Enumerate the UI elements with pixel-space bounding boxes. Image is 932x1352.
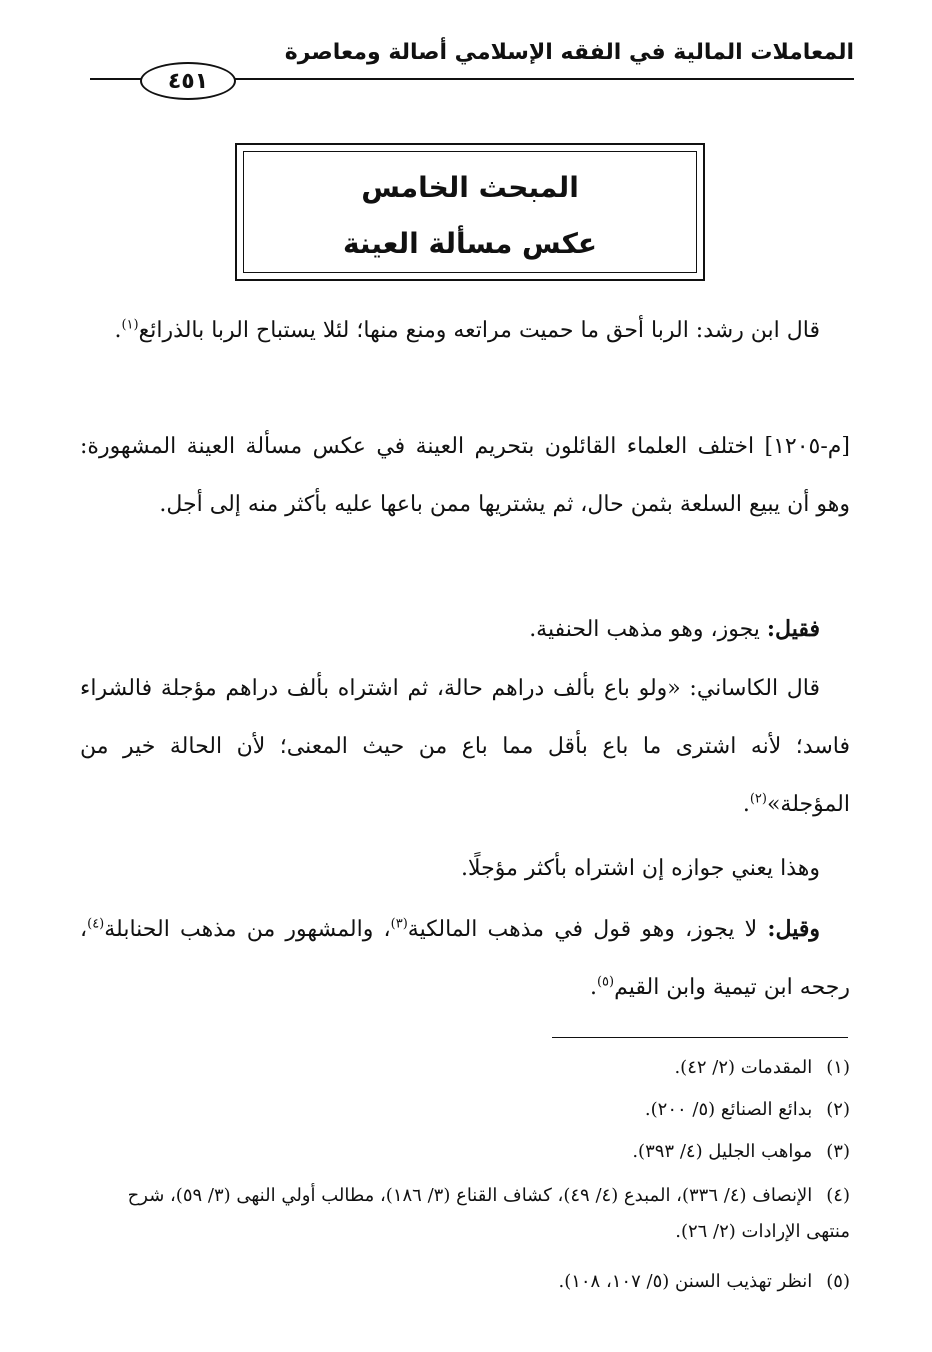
footnote-separator xyxy=(552,1037,848,1038)
footnote-text: الإنصاف (٤/ ٣٣٦)، المبدع (٤/ ٤٩)، كشاف القناع (٣/ ١٨٦)، مطالب أولي النهى (٣/ ٥٩)، شرح منتهى الإرادات (٢/ ٢٦). xyxy=(127,1185,850,1242)
footnote-ref: (٣) xyxy=(390,916,408,932)
punctuation: . xyxy=(114,318,122,343)
section-subheading: عكس مسألة العينة xyxy=(342,227,598,260)
paragraph-implication: وهذا يعني جوازه إن اشتراه بأكثر مؤجلًا. xyxy=(461,856,820,881)
paragraph-text: ، رجحه ابن تيمية وابن القيم xyxy=(80,917,850,1000)
footnote xyxy=(80,1050,850,1086)
opinion-lead: فقيل: xyxy=(766,616,820,642)
paragraph-text: لا يجوز، وهو قول في مذهب المالكية xyxy=(407,917,768,942)
footnote-ref: (١) xyxy=(121,317,139,333)
section-title-box xyxy=(235,143,705,281)
footnote xyxy=(80,1092,850,1128)
paragraph-first-opinion xyxy=(80,600,850,659)
footnote-ref: (٢) xyxy=(749,791,767,807)
punctuation: . xyxy=(742,792,750,817)
paragraph-text: قال ابن رشد: الربا أحق ما حميت مراتعه ومنع منها؛ لئلا يستباح الربا بالذرائع xyxy=(138,318,820,343)
paragraph-issue: [م-١٢٠٥] اختلف العلماء القائلون بتحريم العينة في عكس مسألة العينة المشهورة: وهو أن يبيع السلعة بثمن حال، ثم يشتريها ممن باعها عليه بأكثر منه إلى أجل. xyxy=(80,434,850,517)
footnote-text: المقدمات (٢/ ٤٢). xyxy=(674,1057,813,1078)
footnote-number: (١) xyxy=(826,1057,850,1078)
opinion-lead: وقيل: xyxy=(767,916,820,942)
section-heading: المبحث الخامس xyxy=(361,171,579,204)
paragraph-text: قال الكاساني: «ولو باع بألف دراهم حالة، ثم اشتراه بألف دراهم مؤجلة فالشراء فاسد؛ لأنه اشترى ما باع بأقل مما باع من حيث المعنى؛ لأن الحالة خير من المؤجلة» xyxy=(80,676,850,817)
punctuation: . xyxy=(589,975,597,1000)
footnote-ref: (٤) xyxy=(87,916,105,932)
running-header-title: المعاملات المالية في الفقه الإسلامي أصالة ومعاصرة xyxy=(284,40,854,65)
footnote-number: (٢) xyxy=(826,1099,850,1120)
footnote-text: انظر تهذيب السنن (٥/ ١٠٧، ١٠٨). xyxy=(558,1271,813,1292)
footnote xyxy=(80,1264,850,1300)
footnote-text: بدائع الصنائع (٥/ ٢٠٠). xyxy=(644,1099,813,1120)
footnote-number: (٥) xyxy=(826,1271,850,1292)
footnote-number: (٤) xyxy=(826,1185,850,1206)
footnote-number: (٣) xyxy=(826,1141,850,1162)
footnote-ref: (٥) xyxy=(596,974,615,990)
footnote xyxy=(80,1134,850,1170)
footnote-text: مواهب الجليل (٤/ ٣٩٣). xyxy=(632,1141,813,1162)
page-number: ٤٥١ xyxy=(140,62,236,100)
paragraph-ibn-rushd xyxy=(80,302,850,360)
paragraph-second-opinion xyxy=(80,900,850,1017)
paragraph-kasani-quote xyxy=(80,660,850,834)
footnote xyxy=(80,1178,850,1250)
paragraph-text: يجوز، وهو مذهب الحنفية. xyxy=(529,617,767,642)
paragraph-text: ، والمشهور من مذهب الحنابلة xyxy=(104,917,391,942)
